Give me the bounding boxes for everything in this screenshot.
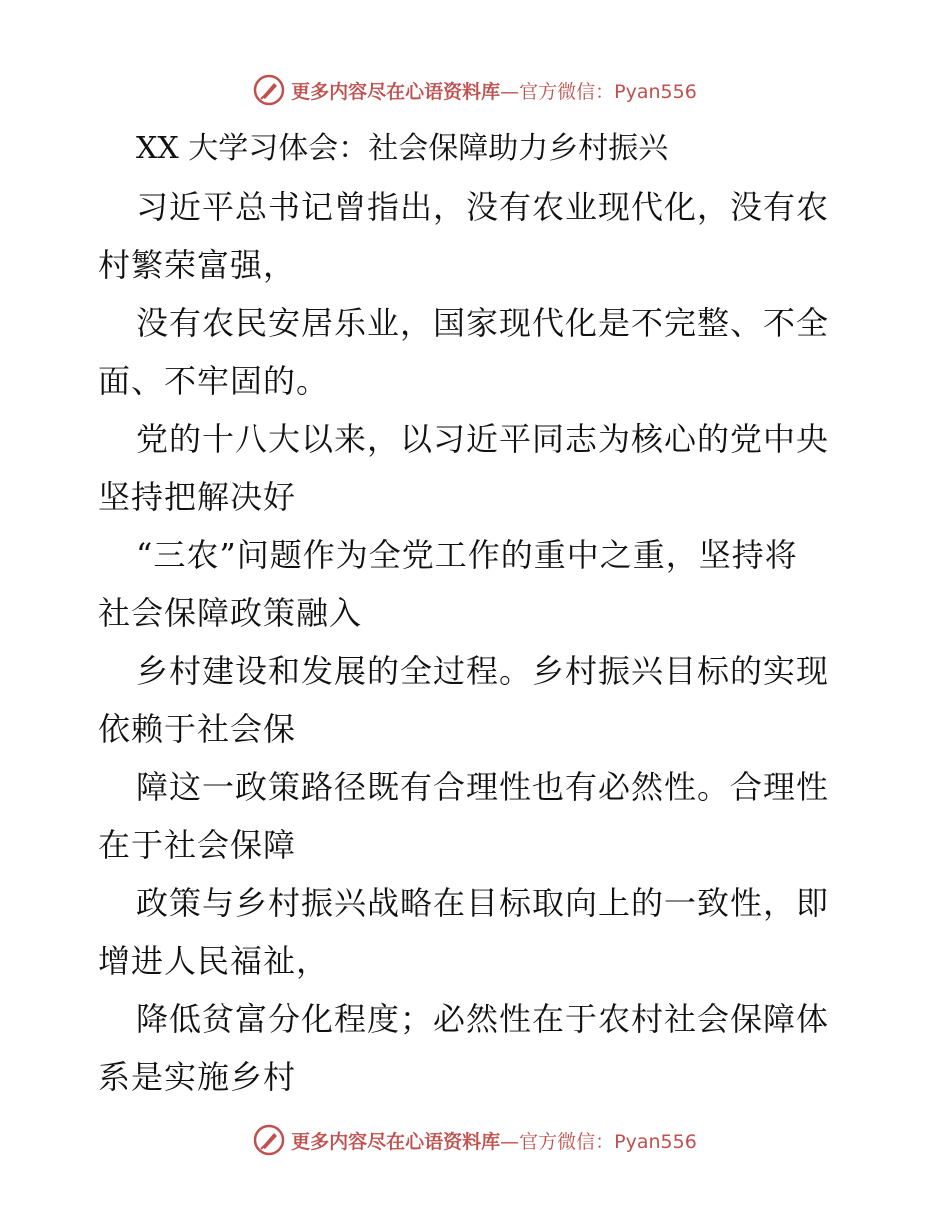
- header-banner-text: [291, 77, 697, 104]
- paragraph: [98, 758, 858, 874]
- paragraph-line: 习近平总书记曾指出，没有农业现代化，没有农: [136, 188, 830, 226]
- paragraph: [98, 410, 858, 526]
- footer-banner-text: [291, 1127, 697, 1154]
- footer-banner-wechat: 官方微信：Pyan556: [519, 1130, 697, 1153]
- paragraph-line: 降低贫富分化程度；必然性在于农村社会保障体: [136, 1000, 830, 1038]
- quill-logo-icon: [253, 1124, 285, 1156]
- paragraph-line: 乡村建设和发展的全过程。乡村振兴目标的实现: [136, 652, 830, 690]
- footer-banner-main: 更多内容尽在心语资料库: [291, 1130, 501, 1153]
- paragraph-line: 没有农民安居乐业，国家现代化是不完整、不全: [136, 304, 830, 342]
- paragraph-line: 系是实施乡村: [98, 1058, 297, 1096]
- paragraph-line: 坚持把解决好: [98, 478, 297, 516]
- header-banner-separator: —: [500, 80, 520, 103]
- paragraph-line: 障这一政策路径既有合理性也有必然性。合理性: [136, 768, 830, 806]
- header-banner-main: 更多内容尽在心语资料库: [291, 80, 501, 103]
- header-banner-wechat: 官方微信：Pyan556: [519, 80, 697, 103]
- header-banner-content: [253, 74, 697, 106]
- paragraph: [98, 642, 858, 758]
- paragraph-line: 村繁荣富强，: [98, 246, 297, 284]
- footer-banner-content: [253, 1124, 697, 1156]
- paragraph: [98, 990, 858, 1106]
- header-banner: [0, 70, 950, 110]
- paragraph-line: “三农”问题作为全党工作的重中之重，坚持将: [136, 536, 798, 574]
- paragraph: [98, 178, 858, 294]
- paragraph: [98, 874, 858, 990]
- paragraph-line: 依赖于社会保: [98, 710, 297, 748]
- quill-logo-icon: [253, 74, 285, 106]
- paragraph: [98, 526, 858, 642]
- document-title: XX 大学习体会：社会保障助力乡村振兴: [136, 131, 669, 166]
- paragraph-line: 在于社会保障: [98, 826, 297, 864]
- paragraph-line: 党的十八大以来，以习近平同志为核心的党中央: [136, 420, 830, 458]
- paragraph-line: 政策与乡村振兴战略在目标取向上的一致性，即: [136, 884, 830, 922]
- paragraph-line: 面、不牢固的。: [98, 362, 330, 400]
- paragraph: [98, 294, 858, 410]
- footer-banner-separator: —: [500, 1130, 520, 1153]
- footer-banner: [0, 1120, 950, 1160]
- paragraph-line: 增进人民福祉，: [98, 942, 330, 980]
- paragraph-line: 社会保障政策融入: [98, 594, 363, 632]
- document-body: [98, 120, 858, 1106]
